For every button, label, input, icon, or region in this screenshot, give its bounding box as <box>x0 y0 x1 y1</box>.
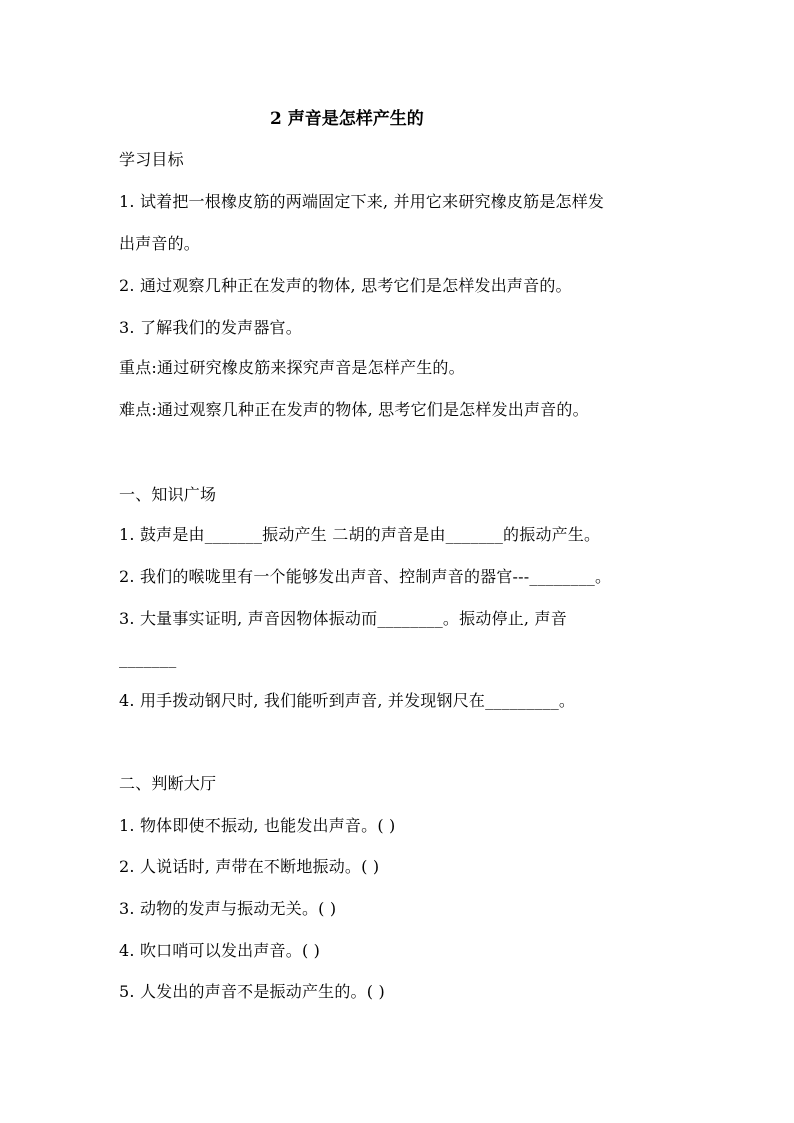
section2-item-3: 3. 动物的发声与振动无关。( ) <box>119 899 337 918</box>
section1-item-3-blank: _______ <box>119 649 177 668</box>
objective-item-1-continued: 出声音的。 <box>119 234 201 253</box>
section1-item-1: 1. 鼓声是由_______振动产生 二胡的声音是由_______的振动产生。 <box>119 525 601 544</box>
section1-heading: 一、知识广场 <box>119 485 217 504</box>
objective-item-3: 3. 了解我们的发声器官。 <box>119 318 302 337</box>
difficult-point: 难点:通过观察几种正在发声的物体, 思考它们是怎样发出声音的。 <box>119 400 589 419</box>
section2-item-1: 1. 物体即使不振动, 也能发出声音。( ) <box>119 816 396 835</box>
objectives-heading: 学习目标 <box>119 150 184 169</box>
document-title: 2 声音是怎样产生的 <box>270 109 424 129</box>
section2-item-4: 4. 吹口哨可以发出声音。( ) <box>119 941 321 960</box>
objective-item-1: 1. 试着把一根橡皮筋的两端固定下来, 并用它来研究橡皮筋是怎样发 <box>119 192 605 211</box>
objective-item-2: 2. 通过观察几种正在发声的物体, 思考它们是怎样发出声音的。 <box>119 276 572 295</box>
section1-item-2: 2. 我们的喉咙里有一个能够发出声音、控制声音的器官---________。 <box>119 567 612 586</box>
section2-item-5: 5. 人发出的声音不是振动产生的。( ) <box>119 982 385 1001</box>
section1-item-4: 4. 用手拨动钢尺时, 我们能听到声音, 并发现钢尺在_________。 <box>119 691 576 710</box>
section2-item-2: 2. 人说话时, 声带在不断地振动。( ) <box>119 857 380 876</box>
section2-heading: 二、判断大厅 <box>119 774 217 793</box>
section1-item-3: 3. 大量事实证明, 声音因物体振动而________。振动停止, 声音 <box>119 609 567 628</box>
key-point: 重点:通过研究橡皮筋来探究声音是怎样产生的。 <box>119 358 465 377</box>
